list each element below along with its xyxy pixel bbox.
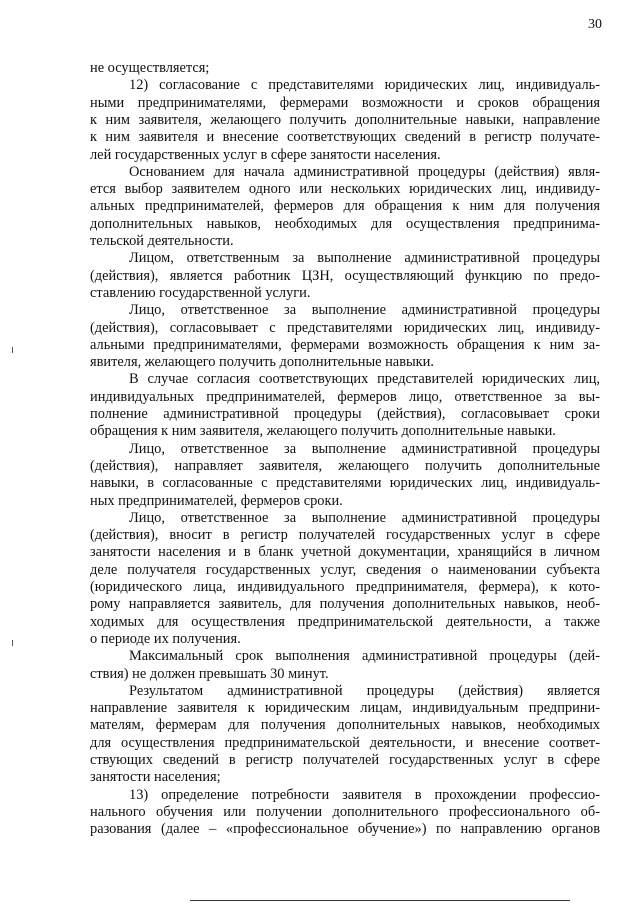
text-line: занятости населения и в бланк учетной документации, хранящийся в личном xyxy=(90,544,600,561)
margin-mark xyxy=(12,347,13,353)
margin-mark xyxy=(12,640,13,646)
text-line: нального обучения или получении дополнительного профессионального об- xyxy=(90,803,600,820)
text-line: о периоде их получения. xyxy=(90,630,241,647)
text-line: В случае согласия соответствующих представителей юридических лиц, xyxy=(129,371,600,388)
text-line: 12) согласование с представителями юридических лиц, индивидуаль- xyxy=(129,77,600,94)
text-line: (действия), вносит в регистр получателей государственных услуг в сфере xyxy=(90,527,600,544)
text-line: для осуществления предпринимательской деятельности, и внесение соответ- xyxy=(90,734,600,751)
text-line: ными предпринимателями, фермерами возможности и сроков обращения xyxy=(90,94,600,111)
text-line: полнение административной процедуры (действия), согласовывает сроки xyxy=(90,406,600,422)
text-line: Лицо, ответственное за выполнение административной процедуры xyxy=(129,440,600,457)
text-line: ется выбор заявителем одного или нескольких юридических лиц, индивиду- xyxy=(90,181,600,198)
text-line: Результатом административной процедуры (действия) является xyxy=(129,682,600,699)
text-line: Лицо, ответственное за выполнение административной процедуры xyxy=(129,302,600,319)
page-number: 30 xyxy=(588,17,602,32)
text-line: деле получателя государственных услуг, сведения о наименовании субъекта xyxy=(90,561,600,578)
text-line: (действия), направляет заявителя, желающего получить дополнительные xyxy=(90,457,600,474)
text-line: обращения к ним заявителя, желающего получить дополнительные навыки. xyxy=(90,423,556,440)
text-line: лей государственных услуг в сфере занятости населения. xyxy=(90,146,441,163)
text-line: ствия) не должен превышать 30 минут. xyxy=(90,665,329,682)
footer-rule xyxy=(190,900,570,901)
text-line: ных предпринимателей, фермеров сроки. xyxy=(90,492,343,509)
text-line: Лицо, ответственное за выполнение административной процедуры xyxy=(129,509,600,526)
text-line: мателям, фермерам для получения дополнительных навыков, необходимых xyxy=(90,717,600,734)
text-line: явителя, желающего получить дополнительные навыки. xyxy=(90,354,434,371)
text-line: к ним заявителя и внесение соответствующих сведений в регистр получате- xyxy=(90,129,600,146)
text-line: ходимых для осуществления предпринимательской деятельности, а также xyxy=(90,613,600,630)
text-line: занятости населения; xyxy=(90,769,221,786)
text-line: разования (далее – «профессиональное обучение») по направлению органов xyxy=(90,821,600,838)
text-line: (действия), согласовывает с представителями юридических лиц, индивиду- xyxy=(90,319,600,336)
text-line: Лицом, ответственным за выполнение административной процедуры xyxy=(129,250,600,267)
text-line: 13) определение потребности заявителя в прохождении профессио- xyxy=(129,786,600,803)
text-line: альными предпринимателями, фермерами возможность обращения к ним за- xyxy=(90,336,600,353)
text-line: (юридического лица, индивидуального предпринимателя, фермера), к кото- xyxy=(90,579,600,595)
text-line: (действия), является работник ЦЗН, осуществляющий функцию по предо- xyxy=(90,267,600,284)
text-line: к ним заявителя, желающего получить дополнительные навыки, направление xyxy=(90,111,600,128)
text-line: рому направляется заявитель, для получения дополнительных навыков, необ- xyxy=(90,596,600,613)
text-line: Максимальный срок выполнения административной процедуры (дей- xyxy=(129,648,600,665)
text-line: ствующих сведений в регистр получателей государственных услуг в сфере xyxy=(90,752,600,768)
text-line: альных предпринимателей, фермеров для обращения к ним для получения xyxy=(90,198,600,215)
text-line: тельской деятельности. xyxy=(90,233,234,249)
text-line: навыки, в согласованные с представителями юридических лиц, индивидуаль- xyxy=(90,475,600,492)
text-line: Основанием для начала административной процедуры (действия) явля- xyxy=(129,163,600,180)
text-line: индивидуальных предпринимателей, фермеров лицо, ответственное за вы- xyxy=(90,388,600,405)
text-line: дополнительных навыков, необходимых для осуществления предпринима- xyxy=(90,215,600,232)
text-line: направление заявителя к юридическим лицам, индивидуальным предприни- xyxy=(90,700,600,717)
text-line: ставлению государственной услуги. xyxy=(90,284,311,301)
text-line: не осуществляется; xyxy=(90,60,210,76)
